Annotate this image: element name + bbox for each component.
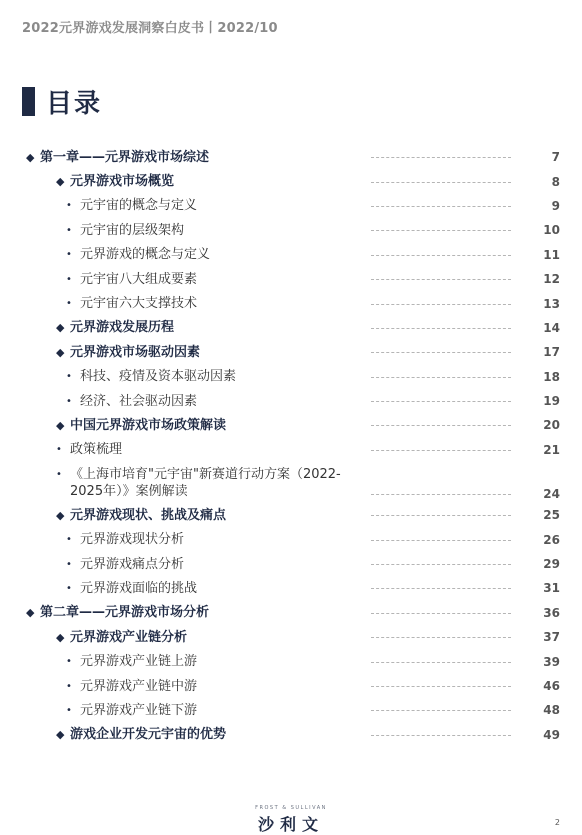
table-of-contents [0, 145, 582, 747]
footer-brand-cn: 沙利文 [257, 815, 324, 834]
toc-entry-text: 第二章——元界游戏市场分析 [40, 605, 210, 621]
dot-bullet-icon: • [66, 656, 72, 668]
toc-entry[interactable] [0, 576, 582, 600]
diamond-bullet-icon: ◆ [56, 508, 65, 522]
toc-entry[interactable] [0, 218, 582, 242]
dot-bullet-icon: • [66, 582, 72, 594]
toc-entry[interactable] [0, 365, 582, 389]
toc-entry-page: 39 [543, 654, 560, 669]
toc-entry-page: 29 [543, 557, 560, 572]
dotted-leader [371, 304, 511, 305]
toc-entry-text: 元界游戏产业链下游 [80, 702, 198, 718]
toc-entry[interactable] [0, 438, 582, 462]
toc-heading [22, 86, 103, 119]
toc-entry[interactable] [0, 413, 582, 437]
dot-bullet-icon: • [66, 249, 72, 261]
toc-entry-page: 21 [543, 442, 560, 457]
toc-entry-page: 48 [543, 703, 560, 718]
toc-entry-page: 18 [543, 369, 560, 384]
toc-entry-label [56, 417, 396, 434]
dotted-leader [371, 735, 511, 736]
dot-bullet-icon: • [66, 224, 72, 236]
toc-title: 目录 [46, 88, 103, 119]
toc-entry-page: 11 [543, 247, 560, 262]
dotted-leader [371, 255, 511, 256]
toc-entry[interactable] [0, 243, 582, 267]
dotted-leader [371, 425, 511, 426]
diamond-bullet-icon: ◆ [56, 175, 65, 189]
toc-entry-label [26, 149, 366, 166]
toc-entry[interactable] [0, 194, 582, 218]
toc-entry-page: 10 [543, 223, 560, 238]
toc-entry-text: 元界游戏市场概览 [70, 174, 175, 190]
toc-entry-text: 元界游戏产业链分析 [70, 629, 188, 645]
toc-entry-label [56, 466, 396, 500]
toc-entry[interactable] [0, 291, 582, 315]
toc-entry-text: 元界游戏产业链上游 [80, 654, 198, 670]
toc-entry-text: 元界游戏的概念与定义 [80, 247, 211, 263]
toc-entry-text: 元界游戏发展历程 [70, 320, 175, 336]
toc-entry-page: 19 [543, 394, 560, 409]
toc-entry-label [56, 173, 396, 190]
toc-entry-text: 元界游戏现状、挑战及痛点 [70, 507, 227, 523]
dotted-leader [371, 710, 511, 711]
toc-entry-text: 元界游戏现状分析 [80, 532, 185, 548]
toc-entry-label [66, 531, 406, 548]
toc-entry-text: 《上海市培育"元宇宙"新赛道行动方案（2022-2025年）》案例解读 [70, 466, 341, 499]
toc-entry-label [66, 653, 406, 670]
toc-entry-page: 36 [543, 605, 560, 620]
toc-entry[interactable] [0, 169, 582, 193]
dotted-leader [371, 515, 511, 516]
toc-entry-text: 元宇宙八大组成要素 [80, 271, 198, 287]
dotted-leader [371, 588, 511, 589]
toc-entry[interactable] [0, 503, 582, 527]
dotted-leader [371, 352, 511, 353]
toc-entry-text: 游戏企业开发元宇宙的优势 [70, 727, 227, 743]
toc-entry-page: 8 [551, 174, 560, 189]
toc-entry[interactable] [0, 527, 582, 551]
toc-entry-page: 25 [543, 508, 560, 523]
page-number: 2 [554, 818, 560, 827]
toc-entry[interactable] [0, 316, 582, 340]
diamond-bullet-icon: ◆ [26, 606, 35, 620]
toc-entry-page: 17 [543, 345, 560, 360]
dotted-leader [371, 662, 511, 663]
toc-entry-label [56, 726, 396, 743]
toc-entry[interactable] [0, 340, 582, 364]
toc-entry-page: 9 [551, 198, 560, 213]
dotted-leader [371, 206, 511, 207]
toc-entry-page: 13 [543, 296, 560, 311]
diamond-bullet-icon: ◆ [56, 321, 65, 335]
toc-entry-page: 46 [543, 679, 560, 693]
toc-entry[interactable] [0, 267, 582, 291]
dot-bullet-icon: • [56, 468, 62, 480]
dot-bullet-icon: • [66, 371, 72, 383]
toc-entry[interactable] [0, 723, 582, 747]
toc-entry-label [66, 271, 406, 288]
diamond-bullet-icon: ◆ [56, 728, 65, 742]
toc-entry[interactable] [0, 625, 582, 649]
toc-entry-page: 12 [543, 272, 560, 287]
dotted-leader [371, 328, 511, 329]
dotted-leader [371, 157, 511, 158]
dot-bullet-icon: • [66, 395, 72, 407]
dotted-leader [371, 494, 511, 495]
toc-entry-label [66, 580, 406, 597]
toc-entry-text: 元宇宙六大支撑技术 [80, 296, 198, 312]
toc-entry-label [66, 702, 406, 719]
toc-entry-label [66, 556, 406, 573]
toc-entry-page: 20 [543, 418, 560, 433]
dotted-leader [371, 637, 511, 638]
toc-entry-label [66, 368, 406, 385]
toc-entry[interactable] [0, 462, 582, 503]
toc-entry-text: 科技、疫情及资本驱动因素 [80, 369, 237, 385]
report-header: 2022元界游戏发展洞察白皮书丨2022/10 [22, 21, 278, 36]
toc-entry[interactable] [0, 552, 582, 576]
dotted-leader [371, 279, 511, 280]
dotted-leader [371, 613, 511, 614]
dot-bullet-icon: • [66, 273, 72, 285]
footer-brand-en: FROST & SULLIVAN [255, 805, 327, 811]
diamond-bullet-icon: ◆ [56, 345, 65, 359]
toc-entry-text: 中国元界游戏市场政策解读 [70, 417, 227, 433]
toc-entry-label [66, 678, 406, 695]
heading-accent-bar [22, 87, 35, 116]
toc-entry-page: 37 [543, 630, 560, 645]
toc-entry-page: 26 [543, 532, 560, 547]
toc-entry[interactable] [0, 601, 582, 625]
toc-entry-page: 24 [543, 487, 560, 502]
toc-entry-text: 政策梳理 [70, 442, 123, 458]
dot-bullet-icon: • [56, 444, 62, 456]
dot-bullet-icon: • [66, 298, 72, 310]
diamond-bullet-icon: ◆ [56, 418, 65, 432]
dotted-leader [371, 377, 511, 378]
footer-logo [0, 805, 582, 835]
toc-entry-page: 7 [551, 150, 560, 165]
toc-entry-page: 31 [543, 581, 560, 596]
toc-entry[interactable] [0, 649, 582, 673]
toc-entry-page: 14 [543, 320, 560, 335]
toc-entry-page: 49 [543, 727, 560, 742]
toc-entry-label [56, 441, 396, 458]
toc-entry-text: 元宇宙的概念与定义 [80, 198, 198, 214]
dotted-leader [371, 230, 511, 231]
dot-bullet-icon: • [66, 680, 72, 692]
dotted-leader [371, 564, 511, 565]
dotted-leader [371, 450, 511, 451]
toc-entry-label [56, 629, 396, 646]
dotted-leader [371, 540, 511, 541]
dotted-leader [371, 401, 511, 402]
toc-entry[interactable] [0, 674, 582, 698]
toc-entry-text: 元界游戏市场驱动因素 [70, 344, 201, 360]
toc-entry-label [56, 344, 396, 361]
toc-entry-label [56, 319, 396, 336]
toc-entry-label [56, 507, 396, 524]
toc-entry-label [66, 197, 406, 214]
dotted-leader [371, 182, 511, 183]
toc-entry-text: 经济、社会驱动因素 [80, 393, 198, 409]
toc-entry-label [66, 222, 406, 239]
toc-entry-label [66, 295, 406, 312]
toc-entry-text: 第一章——元界游戏市场综述 [40, 149, 210, 165]
dotted-leader [371, 686, 511, 687]
dot-bullet-icon: • [66, 534, 72, 546]
dot-bullet-icon: • [66, 704, 72, 716]
toc-entry-label [66, 393, 406, 410]
diamond-bullet-icon: ◆ [26, 150, 35, 164]
dot-bullet-icon: • [66, 200, 72, 212]
toc-entry[interactable] [0, 389, 582, 413]
toc-entry-text: 元界游戏产业链中游 [80, 678, 198, 694]
toc-entry-text: 元界游戏痛点分析 [80, 556, 185, 572]
diamond-bullet-icon: ◆ [56, 630, 65, 644]
toc-entry-text: 元宇宙的层级架构 [80, 222, 185, 238]
toc-entry[interactable] [0, 145, 582, 169]
toc-entry-text: 元界游戏面临的挑战 [80, 580, 198, 596]
toc-entry-label [66, 246, 406, 263]
toc-entry-label [26, 604, 366, 621]
toc-entry[interactable] [0, 698, 582, 722]
dot-bullet-icon: • [66, 558, 72, 570]
